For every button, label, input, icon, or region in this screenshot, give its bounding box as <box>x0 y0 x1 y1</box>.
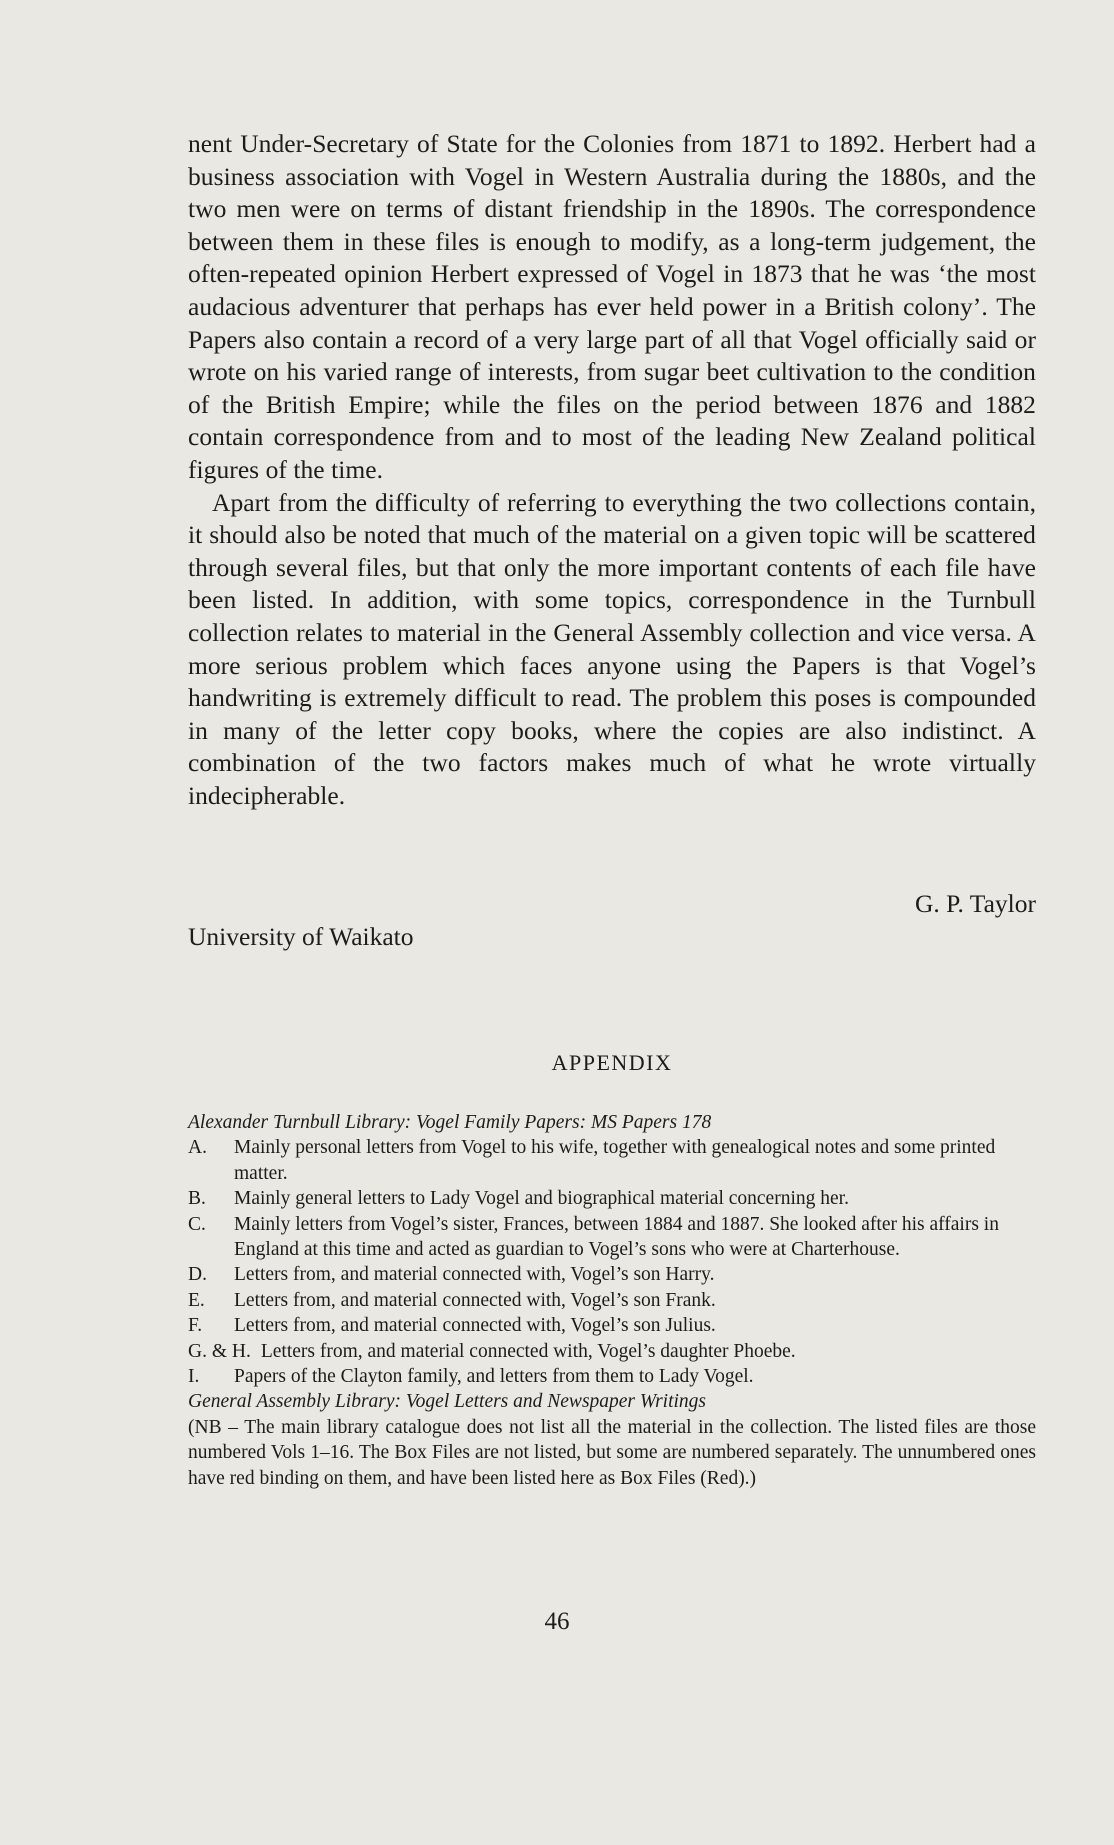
item-label: A. <box>188 1137 207 1159</box>
appendix-item <box>188 1212 1036 1263</box>
item-text: Mainly personal letters from Vogel to his wife, together with genealogical notes and some printed matter. <box>234 1137 996 1184</box>
item-label: F. <box>188 1315 203 1337</box>
item-text: Letters from, and material connected with, Vogel’s son Harry. <box>234 1264 715 1286</box>
paragraph-1: nent Under-Secretary of State for the Colonies from 1871 to 1892. Herbert had a business association with Vogel in Western Australia during the 1880s, and the two men were on terms of distant friendship in the 1890s. The correspondence between them in these files is enough to modify, as a long-term judgement, the often-repeated opinion Herbert expressed of Vogel in 1873 that he was ‘the most audacious adventurer that perhaps has ever held power in a British colony’. The Papers also contain a record of a very large part of all that Vogel officially said or wrote on his varied range of interests, from sugar beet cultivation to the condition of the British Empire; while the files on the period between 1876 and 1882 contain correspondence from and to most of the leading New Zealand political figures of the time. <box>188 129 1036 484</box>
signature-block <box>188 887 1036 953</box>
item-text: Letters from, and material connected with, Vogel’s daughter Phoebe. <box>260 1340 796 1362</box>
author-name: G. P. Taylor <box>914 889 1036 918</box>
item-text: Mainly general letters to Lady Vogel and biographical material concerning her. <box>234 1188 849 1210</box>
item-label: G. & H. <box>188 1340 251 1362</box>
paragraph-2: Apart from the difficulty of referring to everything the two collections contain, it should also be noted that much of the material on a given topic will be scattered through several files, but that only the more important contents of each file have been listed. In addition, with some topics, correspondence in the Turnbull collection relates to material in the General Assembly collection and vice versa. A more serious problem which faces anyone using the Papers is that Vogel’s handwriting is extremely difficult to read. The problem this poses is compounded in many of the letter copy books, where the copies are also indistinct. A combination of the two factors makes much of what he wrote virtually indecipherable. <box>188 487 1036 810</box>
appendix-heading: APPENDIX <box>551 1050 673 1075</box>
appendix-item <box>188 1262 1036 1287</box>
appendix <box>188 1110 1036 1491</box>
item-label: B. <box>188 1188 206 1210</box>
item-text: Letters from, and material connected with, Vogel’s son Julius. <box>234 1315 716 1337</box>
turnbull-section-title: Alexander Turnbull Library: Vogel Family Papers: MS Papers 178 <box>188 1112 712 1133</box>
item-label: E. <box>188 1289 205 1311</box>
item-text: Papers of the Clayton family, and letters from them to Lady Vogel. <box>234 1366 754 1388</box>
body-text <box>188 128 1036 812</box>
item-label: I. <box>188 1366 200 1388</box>
author-affiliation: University of Waikato <box>188 922 414 951</box>
appendix-item <box>188 1313 1036 1338</box>
assembly-note: (NB – The main library catalogue does not list all the material in the collection. The listed files are those numbered Vols 1–16. The Box Files are not listed, but some are numbered separately. The unnumbered ones have red binding on them, and have been listed here as Box Files (Red).) <box>188 1416 1036 1489</box>
appendix-item <box>188 1135 1036 1186</box>
appendix-item <box>188 1339 1036 1364</box>
assembly-section-title: General Assembly Library: Vogel Letters and Newspaper Writings <box>188 1391 706 1413</box>
appendix-item <box>188 1288 1036 1313</box>
item-label: C. <box>188 1213 206 1235</box>
item-text: Letters from, and material connected with, Vogel’s son Frank. <box>234 1289 716 1311</box>
page-number: 46 <box>544 1608 570 1635</box>
item-label: D. <box>188 1264 207 1286</box>
item-text: Mainly letters from Vogel’s sister, Frances, between 1884 and 1887. She looked after his affairs in England at this time and acted as guardian to Vogel’s sons who were at Charterhouse. <box>234 1213 999 1261</box>
appendix-item <box>188 1186 1036 1211</box>
appendix-item <box>188 1364 1036 1389</box>
